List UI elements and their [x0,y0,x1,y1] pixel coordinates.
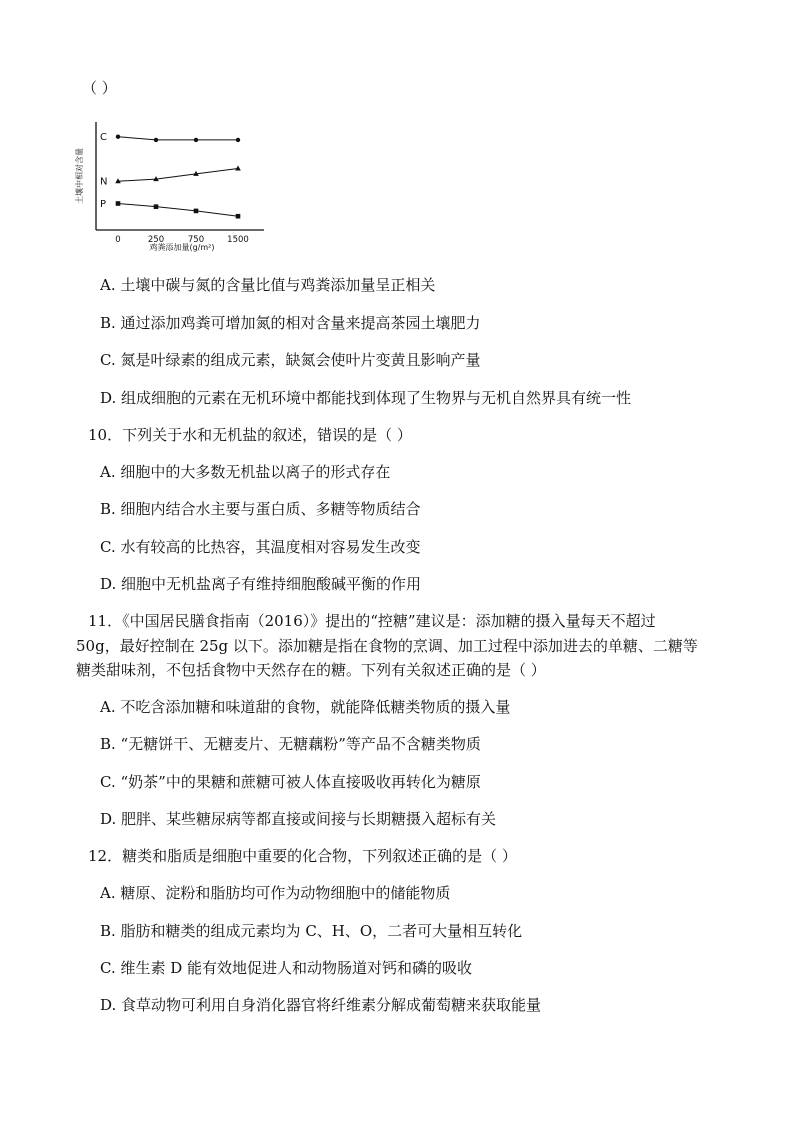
data-point-c [154,138,158,142]
x-tick-label: 0 [115,235,121,245]
q10-option-b[interactable]: B. 细胞内结合水主要与蛋白质、多糖等物质结合 [100,500,421,518]
series-label-p: P [100,199,107,210]
q10-option-d[interactable]: D. 细胞中无机盐离子有维持细胞酸碱平衡的作用 [100,575,422,593]
x-tick-label: 1500 [227,235,249,245]
q11-stem-line-3: 糖类甜味剂，不包括食物中天然存在的糖。下列有关叙述正确的是（ ） [76,661,546,679]
series-label-n: N [100,176,108,188]
q10-option-c[interactable]: C. 水有较高的比热容，其温度相对容易发生改变 [100,538,421,556]
data-point-c [236,138,240,142]
line-chart [70,118,270,253]
series-label-c: C [100,132,107,144]
q10-stem: 10．下列关于水和无机盐的叙述，错误的是（ ） [88,426,412,444]
q11-stem-line-2: 50g，最好控制在 25g 以下。添加糖是指在食物的烹调、加工过程中添加进去的单糖、二糖等 [76,637,698,655]
q12-option-c[interactable]: C. 维生素 D 能有效地促进人和动物肠道对钙和磷的吸收 [100,959,473,977]
q12-option-d[interactable]: D. 食草动物可利用自身消化器官将纤维素分解成葡萄糖来获取能量 [100,996,542,1014]
x-tick-label: 750 [187,235,205,245]
data-point-p [154,204,159,209]
q9-option-b[interactable]: B. 通过添加鸡粪可增加氮的相对含量来提高茶园土壤肥力 [100,314,481,332]
q12-option-b[interactable]: B. 脂肪和糖类的组成元素均为 C、H、O，二者可大量相互转化 [100,922,523,940]
q12-stem: 12．糖类和脂质是细胞中重要的化合物，下列叙述正确的是（ ） [88,847,517,865]
data-point-p [236,214,241,219]
q11-option-d[interactable]: D. 肥胖、某些糖尿病等都直接或间接与长期糖摄入超标有关 [100,810,497,828]
data-point-p [116,201,121,206]
q11-stem-line-1: 11．《中国居民膳食指南（2016）》提出的“控糖”建议是：添加糖的摄入量每天不超过 [88,612,656,630]
q10-option-a[interactable]: A. 细胞中的大多数无机盐以离子的形式存在 [100,463,391,481]
q11-option-b[interactable]: B. “无糖饼干、无糖麦片、无糖藕粉”等产品不含糖类物质 [100,735,481,753]
y-axis-label: 土壤中相对含量 [75,148,84,204]
q9-option-d[interactable]: D. 组成细胞的元素在无机环境中都能找到体现了生物界与无机自然界具有统一性 [100,389,632,407]
data-point-c [116,135,120,139]
q11-option-a[interactable]: A. 不吃含添加糖和味道甜的食物，就能降低糖类物质的摄入量 [100,698,511,716]
data-point-p [194,209,199,214]
q11-option-c[interactable]: C. “奶茶”中的果糖和蔗糖可被人体直接吸收再转化为糖原 [100,773,481,791]
element-content-chart [70,118,270,253]
data-point-n [235,166,241,171]
series-line-n [118,169,238,182]
x-tick-label: 250 [147,235,165,245]
answer-blank: （ ） [82,79,117,97]
q9-option-c[interactable]: C. 氮是叶绿素的组成元素，缺氮会使叶片变黄且影响产量 [100,351,481,369]
q12-option-a[interactable]: A. 糖原、淀粉和脂肪均可作为动物细胞中的储能物质 [100,884,451,902]
data-point-c [194,138,198,142]
series-line-c [118,137,238,140]
x-axis-label: 鸡粪添加量(g/m²) [149,243,215,252]
series-line-p [118,204,238,217]
q9-option-a[interactable]: A. 土壤中碳与氮的含量比值与鸡粪添加量呈正相关 [100,276,436,294]
